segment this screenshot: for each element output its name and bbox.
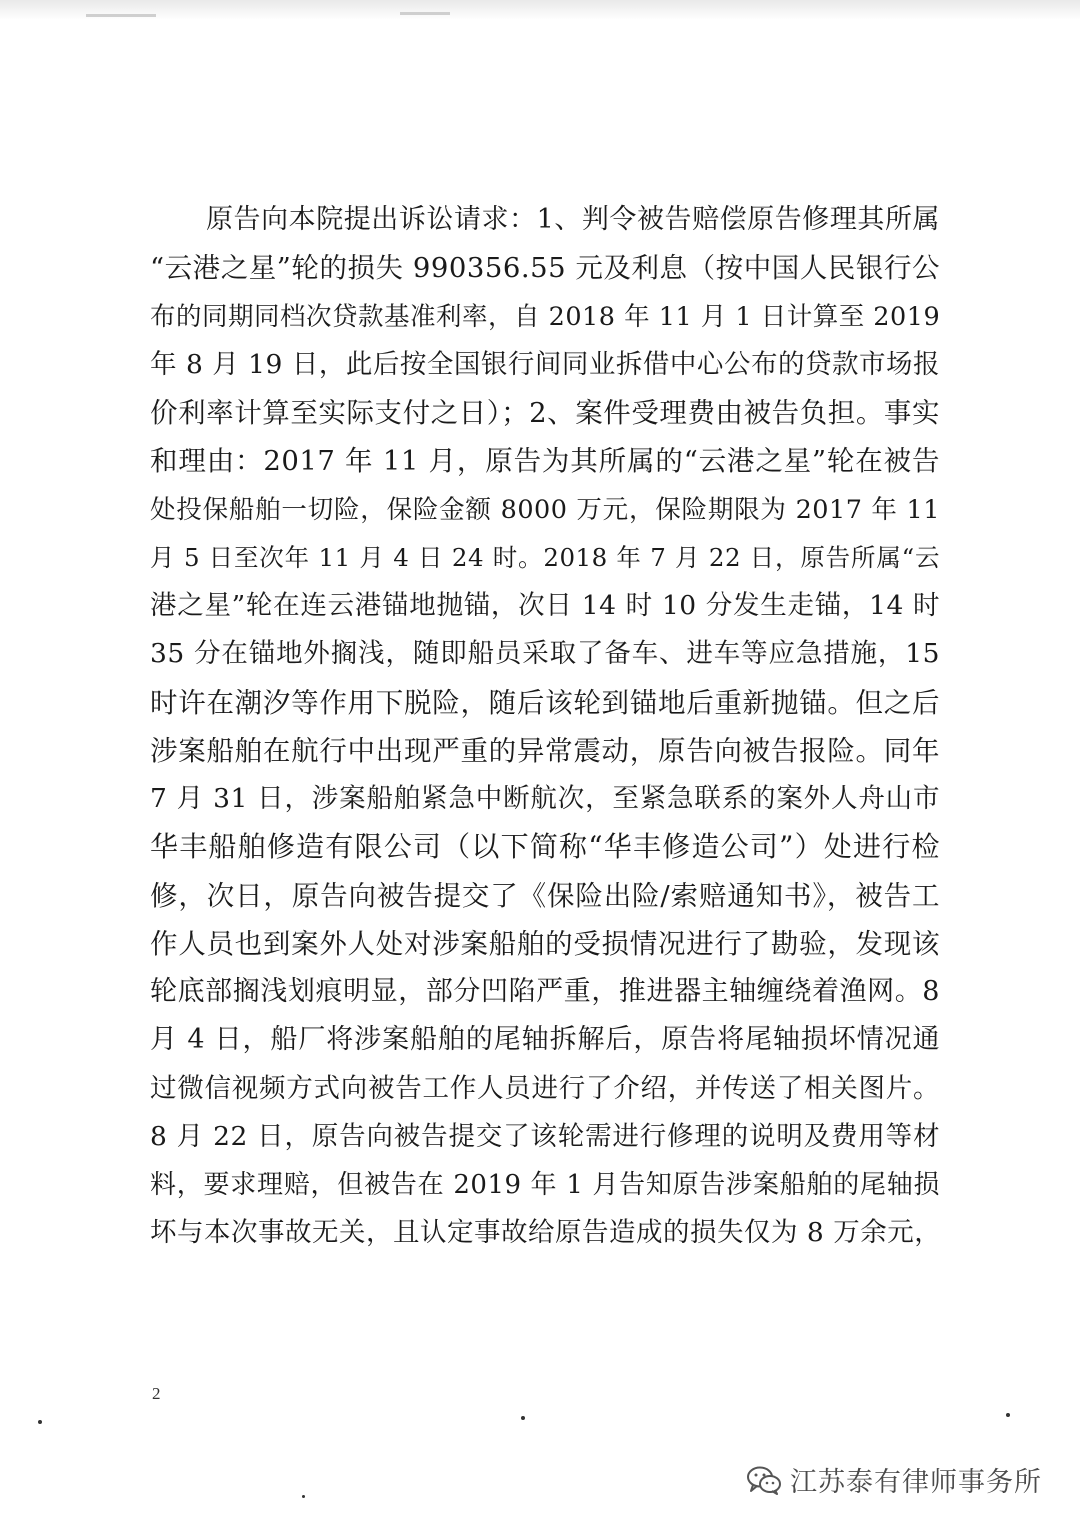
paragraph-line: 港之星”轮在连云港锚地抛锚，次日 14 时 10 分发生走锚，14 时: [150, 590, 940, 621]
paragraph-line: 作人员也到案外人处对涉案船舶的受损情况进行了勘验，发现该: [150, 927, 940, 960]
paragraph-line: 过微信视频方式向被告工作人员进行了介绍，并传送了相关图片。: [150, 1072, 940, 1104]
paragraph-line: 月 4 日，船厂将涉案船舶的尾轴拆解后，原告将尾轴损坏情况通: [150, 1024, 940, 1056]
paragraph-line: 处投保船舶一切险，保险金额 8000 万元，保险期限为 2017 年 11: [150, 494, 940, 525]
scan-artifact: [400, 12, 450, 15]
wechat-icon: [746, 1465, 782, 1495]
paragraph-line: 华丰船舶修造有限公司（以下简称“华丰修造公司”）处进行检: [150, 830, 940, 864]
paragraph-line: 价利率计算至实际支付之日）；2、案件受理费由被告负担。事实: [150, 397, 940, 429]
paragraph-line: 月 5 日至次年 11 月 4 日 24 时。2018 年 7 月 22 日，原告所属“云: [150, 542, 940, 572]
paragraph-line: 涉案船舶在航行中出现严重的异常震动，原告向被告报险。同年: [150, 734, 940, 767]
scan-speck: [38, 1420, 42, 1424]
paragraph-line: 8 月 22 日，原告向被告提交了该轮需进行修理的说明及费用等材: [150, 1120, 940, 1152]
paragraph-line: “云港之星”轮的损失 990356.55 元及利息（按中国人民银行公: [150, 252, 940, 285]
paragraph-line: 年 8 月 19 日，此后按全国银行间同业拆借中心公布的贷款市场报: [150, 348, 940, 380]
page-number: 2: [152, 1384, 161, 1403]
paragraph-line: 布的同期同档次贷款基准利率，自 2018 年 11 月 1 日计算至 2019: [150, 301, 941, 332]
paragraph-line: 和理由：2017 年 11 月，原告为其所属的“云港之星”轮在被告: [150, 445, 940, 478]
paragraph-line: 原告向本院提出诉讼请求：1、判令被告赔偿原告修理其所属: [206, 204, 940, 235]
watermark-text: 江苏泰有律师事务所: [790, 1467, 1042, 1498]
paragraph-line: 7 月 31 日，涉案船舶紧急中断航次，至紧急联系的案外人舟山市: [150, 783, 940, 814]
scan-speck: [302, 1495, 305, 1498]
scan-speck: [521, 1416, 525, 1420]
paragraph-line: 料，要求理赔，但被告在 2019 年 1 月告知原告涉案船舶的尾轴损: [150, 1170, 940, 1200]
watermark: [746, 1460, 1042, 1499]
paragraph-line: 35 分在锚地外搁浅，随即船员采取了备车、进车等应急措施，15: [150, 638, 940, 670]
scan-artifact: [86, 14, 156, 17]
paragraph-line: 坏与本次事故无关，且认定事故给原告造成的损失仅为 8 万余元，: [150, 1217, 942, 1249]
document-body: [150, 196, 940, 1258]
paragraph-line: 修，次日，原告向被告提交了《保险出险/索赔通知书》，被告工: [150, 879, 940, 912]
paragraph-line: 轮底部搁浅划痕明显，部分凹陷严重，推进器主轴缠绕着渔网。8: [150, 976, 940, 1007]
paragraph-line: 时许在潮汐等作用下脱险，随后该轮到锚地后重新抛锚。但之后: [150, 686, 940, 719]
scan-speck: [1006, 1413, 1010, 1417]
scan-edge-shadow: [0, 0, 1080, 20]
